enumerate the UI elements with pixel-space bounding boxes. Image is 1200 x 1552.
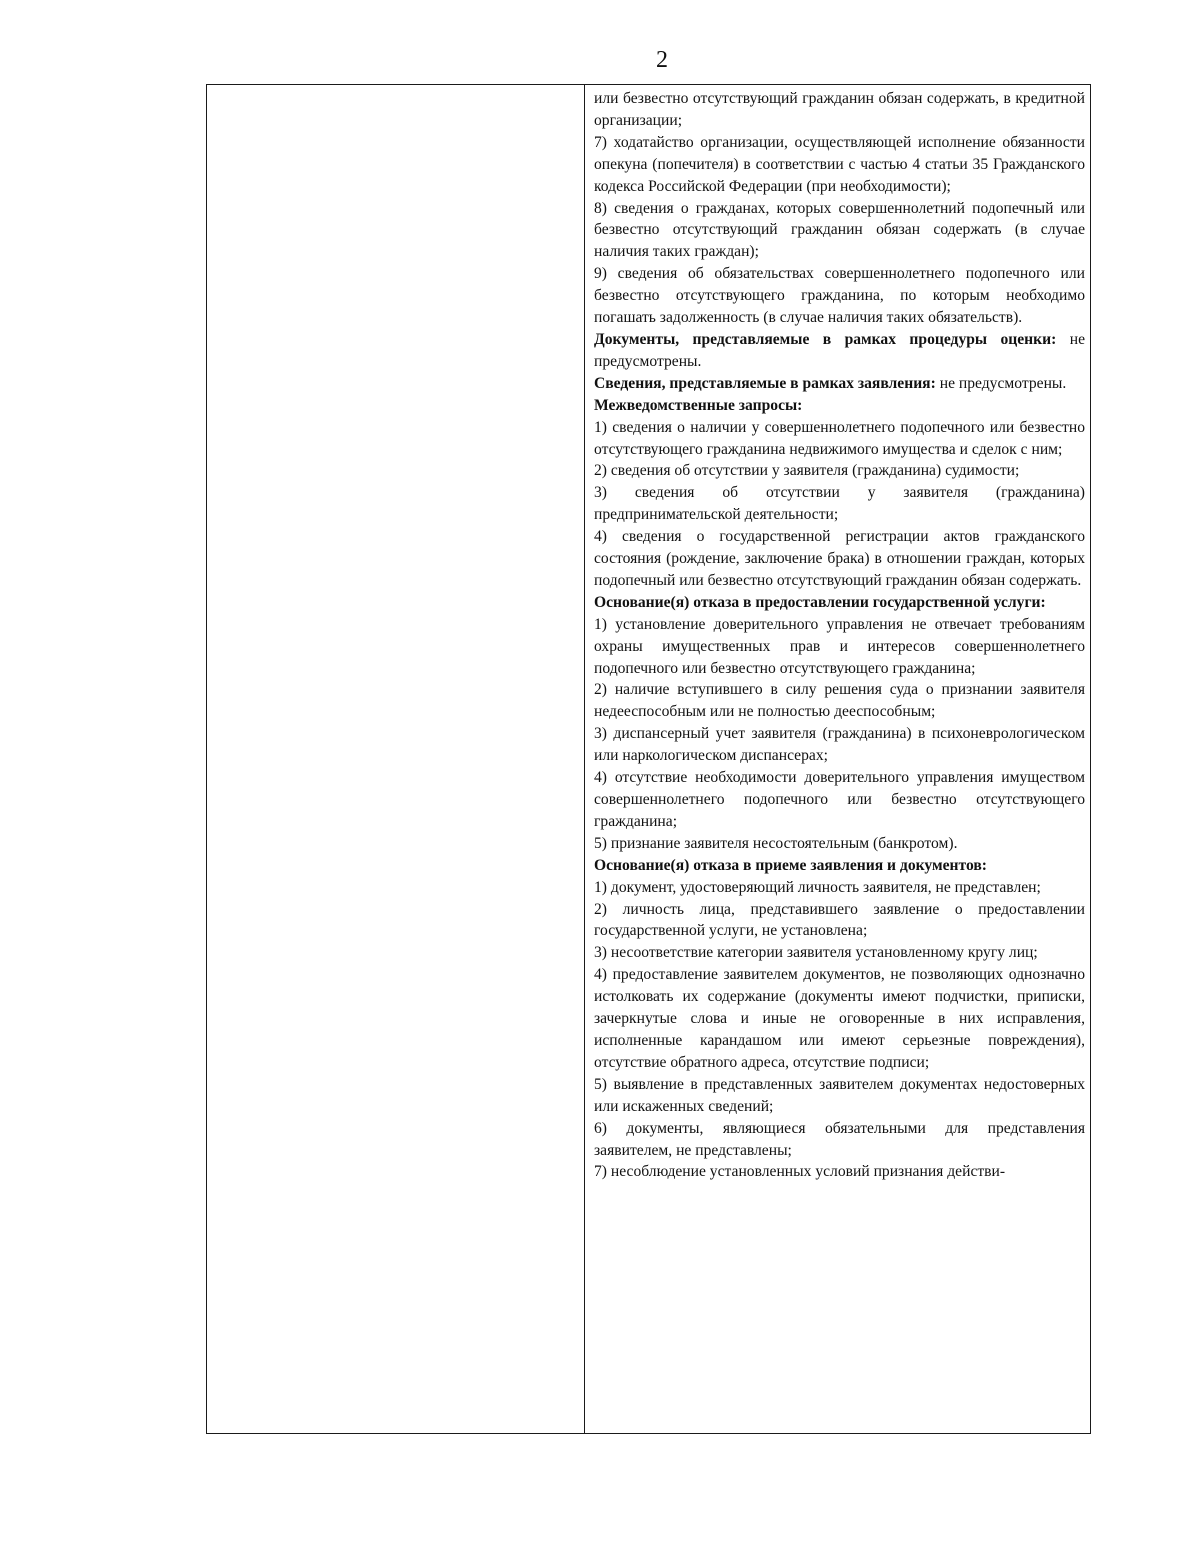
refusal-service-item: 5) признание заявителя несостоятельным (банкротом).	[594, 834, 958, 852]
refusal-service-item: 2) наличие вступившего в силу решения суда о признании заявителя недееспособным или не полностью дееспособным;	[594, 681, 1085, 721]
refusal-service-item: 3) диспансерный учет заявителя (гражданина) в психоневрологическом или наркологическом диспансерах;	[594, 725, 1085, 765]
refusal-accept-item: 6) документы, являющиеся обязательными для представления заявителем, не представлены;	[594, 1119, 1085, 1159]
interdept-item: 1) сведения о наличии у совершеннолетнего подопечного или безвестно отсутствующего гражданина недвижимого имущества и сделок с ним;	[594, 418, 1085, 458]
docs-evaluation-heading: Документы, представляемые в рамках процедуры оценки:	[594, 330, 1057, 348]
refusal-accept-heading: Основание(я) отказа в приеме заявления и документов:	[594, 856, 987, 874]
docs-evaluation-section	[594, 329, 1085, 373]
column-divider	[584, 84, 585, 1434]
refusal-accept-item: 5) выявление в представленных заявителем документах недостоверных или искаженных сведений;	[594, 1075, 1085, 1115]
refusal-service-item: 4) отсутствие необходимости доверительного управления имуществом совершеннолетнего подопечного или безвестно отсутствующего гражданина;	[594, 769, 1085, 830]
table-right-border	[1090, 84, 1091, 1434]
paragraph-item-9: 9) сведения об обязательствах совершеннолетнего подопечного или безвестно отсутствующего гражданина, по которым необходимо погашать задолженность (в случае наличия таких обязательств).	[594, 265, 1085, 327]
interdept-item: 2) сведения об отсутствии у заявителя (гражданина) судимости;	[594, 462, 1020, 480]
interdept-item: 3) сведения об отсутствии у заявителя (гражданина) предпринимательской деятельности;	[594, 484, 1085, 524]
refusal-service-heading: Основание(я) отказа в предоставлении государственной услуги:	[594, 593, 1046, 611]
info-application-heading: Сведения, представляемые в рамках заявления:	[594, 374, 936, 392]
paragraph-item-7: 7) ходатайство организации, осуществляющей исполнение обязанности опекуна (попечителя) в соответствии с частью 4 статьи 35 Гражданского кодекса Российской Федерации (при необходимости);	[594, 133, 1085, 195]
refusal-accept-item: 2) личность лица, представившего заявление о предоставлении государственной услуги, не установлена;	[594, 900, 1085, 940]
info-application-section	[594, 373, 1085, 395]
interdept-heading: Межведомственные запросы:	[594, 396, 803, 414]
paragraph-intro: или безвестно отсутствующий гражданин обязан содержать, в кредитной организации;	[594, 90, 1085, 129]
refusal-accept-item: 3) несоответствие категории заявителя установленному кругу лиц;	[594, 944, 1038, 962]
interdept-item: 4) сведения о государственной регистрации актов гражданского состояния (рождение, заключение брака) в отношении граждан, которых подопечный или безвестно отсутствующий гражданин обязан содержать.	[594, 528, 1085, 589]
refusal-service-item: 1) установление доверительного управления не отвечает требованиям охраны имущественных прав и интересов совершеннолетнего подопечного или безвестно отсутствующего гражданина;	[594, 615, 1085, 677]
page-number: 2	[656, 47, 668, 73]
info-application-text: не предусмотрены.	[935, 374, 1067, 392]
refusal-accept-item: 1) документ, удостоверяющий личность заявителя, не представлен;	[594, 878, 1041, 896]
refusal-accept-item: 7) несоблюдение установленных условий признания действи-	[594, 1163, 1006, 1181]
refusal-accept-item: 4) предоставление заявителем документов, не позволяющих однозначно истолковать их содержание (документы имеют подчистки, приписки, зачеркнутые слова и иные не оговоренные в них исправления, исполненные карандашом или имеют серьезные повреждения), отсутствие обратного адреса, отсутствие подписи;	[594, 966, 1085, 1071]
paragraph-item-8: 8) сведения о гражданах, которых совершеннолетний подопечный или безвестно отсутствующий гражданин обязан содержать (в случае наличия таких граждан);	[594, 199, 1085, 261]
docs-evaluation-text: не предусмотрены.	[594, 330, 1085, 370]
right-column-text	[594, 88, 1085, 1183]
